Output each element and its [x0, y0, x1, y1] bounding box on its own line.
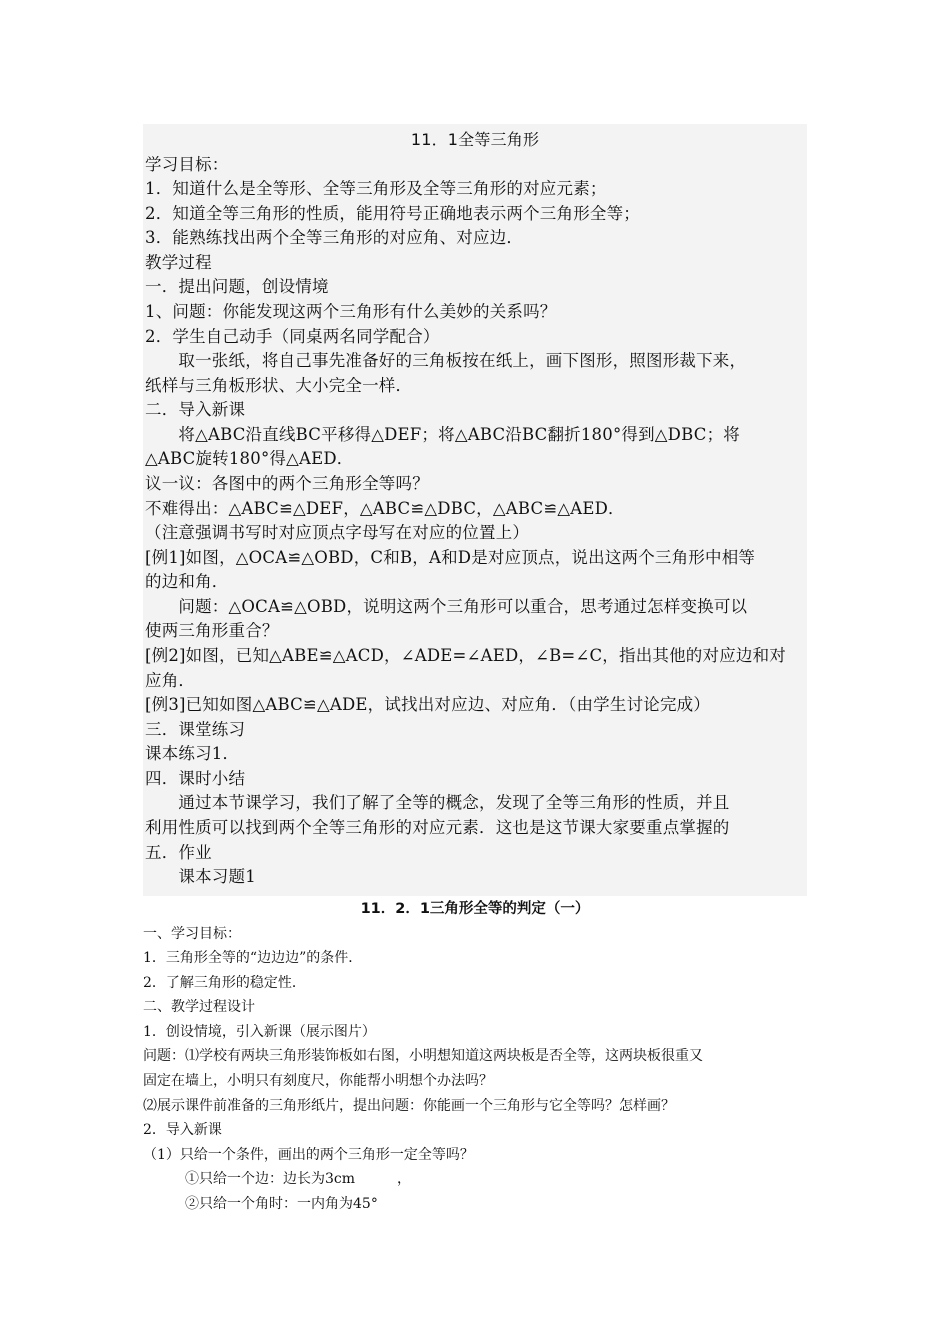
- section-congruent-triangles: [143, 124, 807, 896]
- text-line: 四．课时小结: [145, 769, 246, 788]
- text-line: 课本练习1．: [145, 744, 240, 763]
- text-line: 2．了解三角形的稳定性．: [143, 975, 306, 991]
- text-line: ⑵展示课件前准备的三角形纸片，提出问题：你能画一个三角形与它全等吗？怎样画？: [143, 1098, 675, 1114]
- text-line: [例3]已知如图△ABC≌△ADE，试找出对应边、对应角．（由学生讨论完成）: [145, 695, 711, 714]
- text-line: 不难得出：△ABC≌△DEF，△ABC≌△DBC，△ABC≌△AED．: [145, 499, 625, 518]
- text-line: 五．作业: [145, 843, 212, 862]
- text-line: △ABC旋转180°得△AED．: [145, 449, 354, 468]
- text-line: 利用性质可以找到两个全等三角形的对应元素．这也是这节课大家要重点掌握的: [145, 818, 730, 837]
- text-line: 通过本节课学习，我们了解了全等的概念，发现了全等三角形的性质，并且: [145, 793, 730, 812]
- text-line: 取一张纸，将自己事先准备好的三角板按在纸上，画下图形，照图形裁下来，: [145, 351, 747, 370]
- text-line: 2．知道全等三角形的性质，能用符号正确地表示两个三角形全等；: [145, 204, 640, 223]
- text-line: 1．创设情境，引入新课（展示图片）: [143, 1024, 376, 1040]
- text-line: [例1]如图，△OCA≌△OBD，C和B，A和D是对应顶点，说出这两个三角形中相等: [145, 548, 756, 567]
- text-line: 固定在墙上，小明只有刻度尺，你能帮小明想个办法吗？: [143, 1073, 493, 1089]
- text-line: 应角．: [145, 671, 196, 690]
- text-line: 1．知道什么是全等形、全等三角形及全等三角形的对应元素；: [145, 179, 607, 198]
- text-line: 议一议：各图中的两个三角形全等吗？: [145, 474, 429, 493]
- text-line: （注意强调书写时对应顶点字母写在对应的位置上）: [145, 523, 530, 542]
- text-line: 1、问题：你能发现这两个三角形有什么美妙的关系吗？: [145, 302, 557, 321]
- text-line: 教学过程: [145, 253, 212, 272]
- text-line: 一、学习目标：: [143, 926, 241, 942]
- text-line: （1）只给一个条件，画出的两个三角形一定全等吗？: [143, 1147, 474, 1163]
- text-line: 二．导入新课: [145, 400, 246, 419]
- text-line: 纸样与三角板形状、大小完全一样．: [145, 376, 413, 395]
- text-line: ①只给一个边：边长为3cm ，: [143, 1171, 412, 1187]
- section2-title: 11．2．1三角形全等的判定（一）: [360, 901, 590, 917]
- text-line: 2．导入新课: [143, 1122, 222, 1138]
- text-line: 3．能熟练找出两个全等三角形的对应角、对应边．: [145, 228, 524, 247]
- text-line: 课本习题1: [145, 867, 256, 886]
- text-line: [例2]如图，已知△ABE≌△ACD，∠ADE=∠AED，∠B=∠C，指出其他的对应边和对: [145, 646, 787, 665]
- text-line: 学习目标：: [145, 155, 229, 174]
- text-line: 三．课堂练习: [145, 720, 246, 739]
- text-line: 2．学生自己动手（同桌两名同学配合）: [145, 327, 440, 346]
- text-line: 1．三角形全等的“边边边”的条件．: [143, 950, 363, 966]
- text-line: ②只给一个角时：一内角为45°: [143, 1196, 378, 1212]
- text-line: 一．提出问题，创设情境: [145, 277, 329, 296]
- section1-title: 11．1全等三角形: [410, 130, 540, 149]
- text-line: 的边和角．: [145, 572, 229, 591]
- text-line: 使两三角形重合？: [145, 621, 279, 640]
- text-line: 问题：△OCA≌△OBD，说明这两个三角形可以重合，思考通过怎样变换可以: [145, 597, 748, 616]
- text-line: 问题：⑴学校有两块三角形装饰板如右图，小明想知道这两块板是否全等，这两块板很重又: [143, 1048, 703, 1064]
- text-line: 将△ABC沿直线BC平移得△DEF；将△ABC沿BC翻折180°得到△DBC；将: [145, 425, 740, 444]
- text-line: 二、教学过程设计: [143, 999, 255, 1015]
